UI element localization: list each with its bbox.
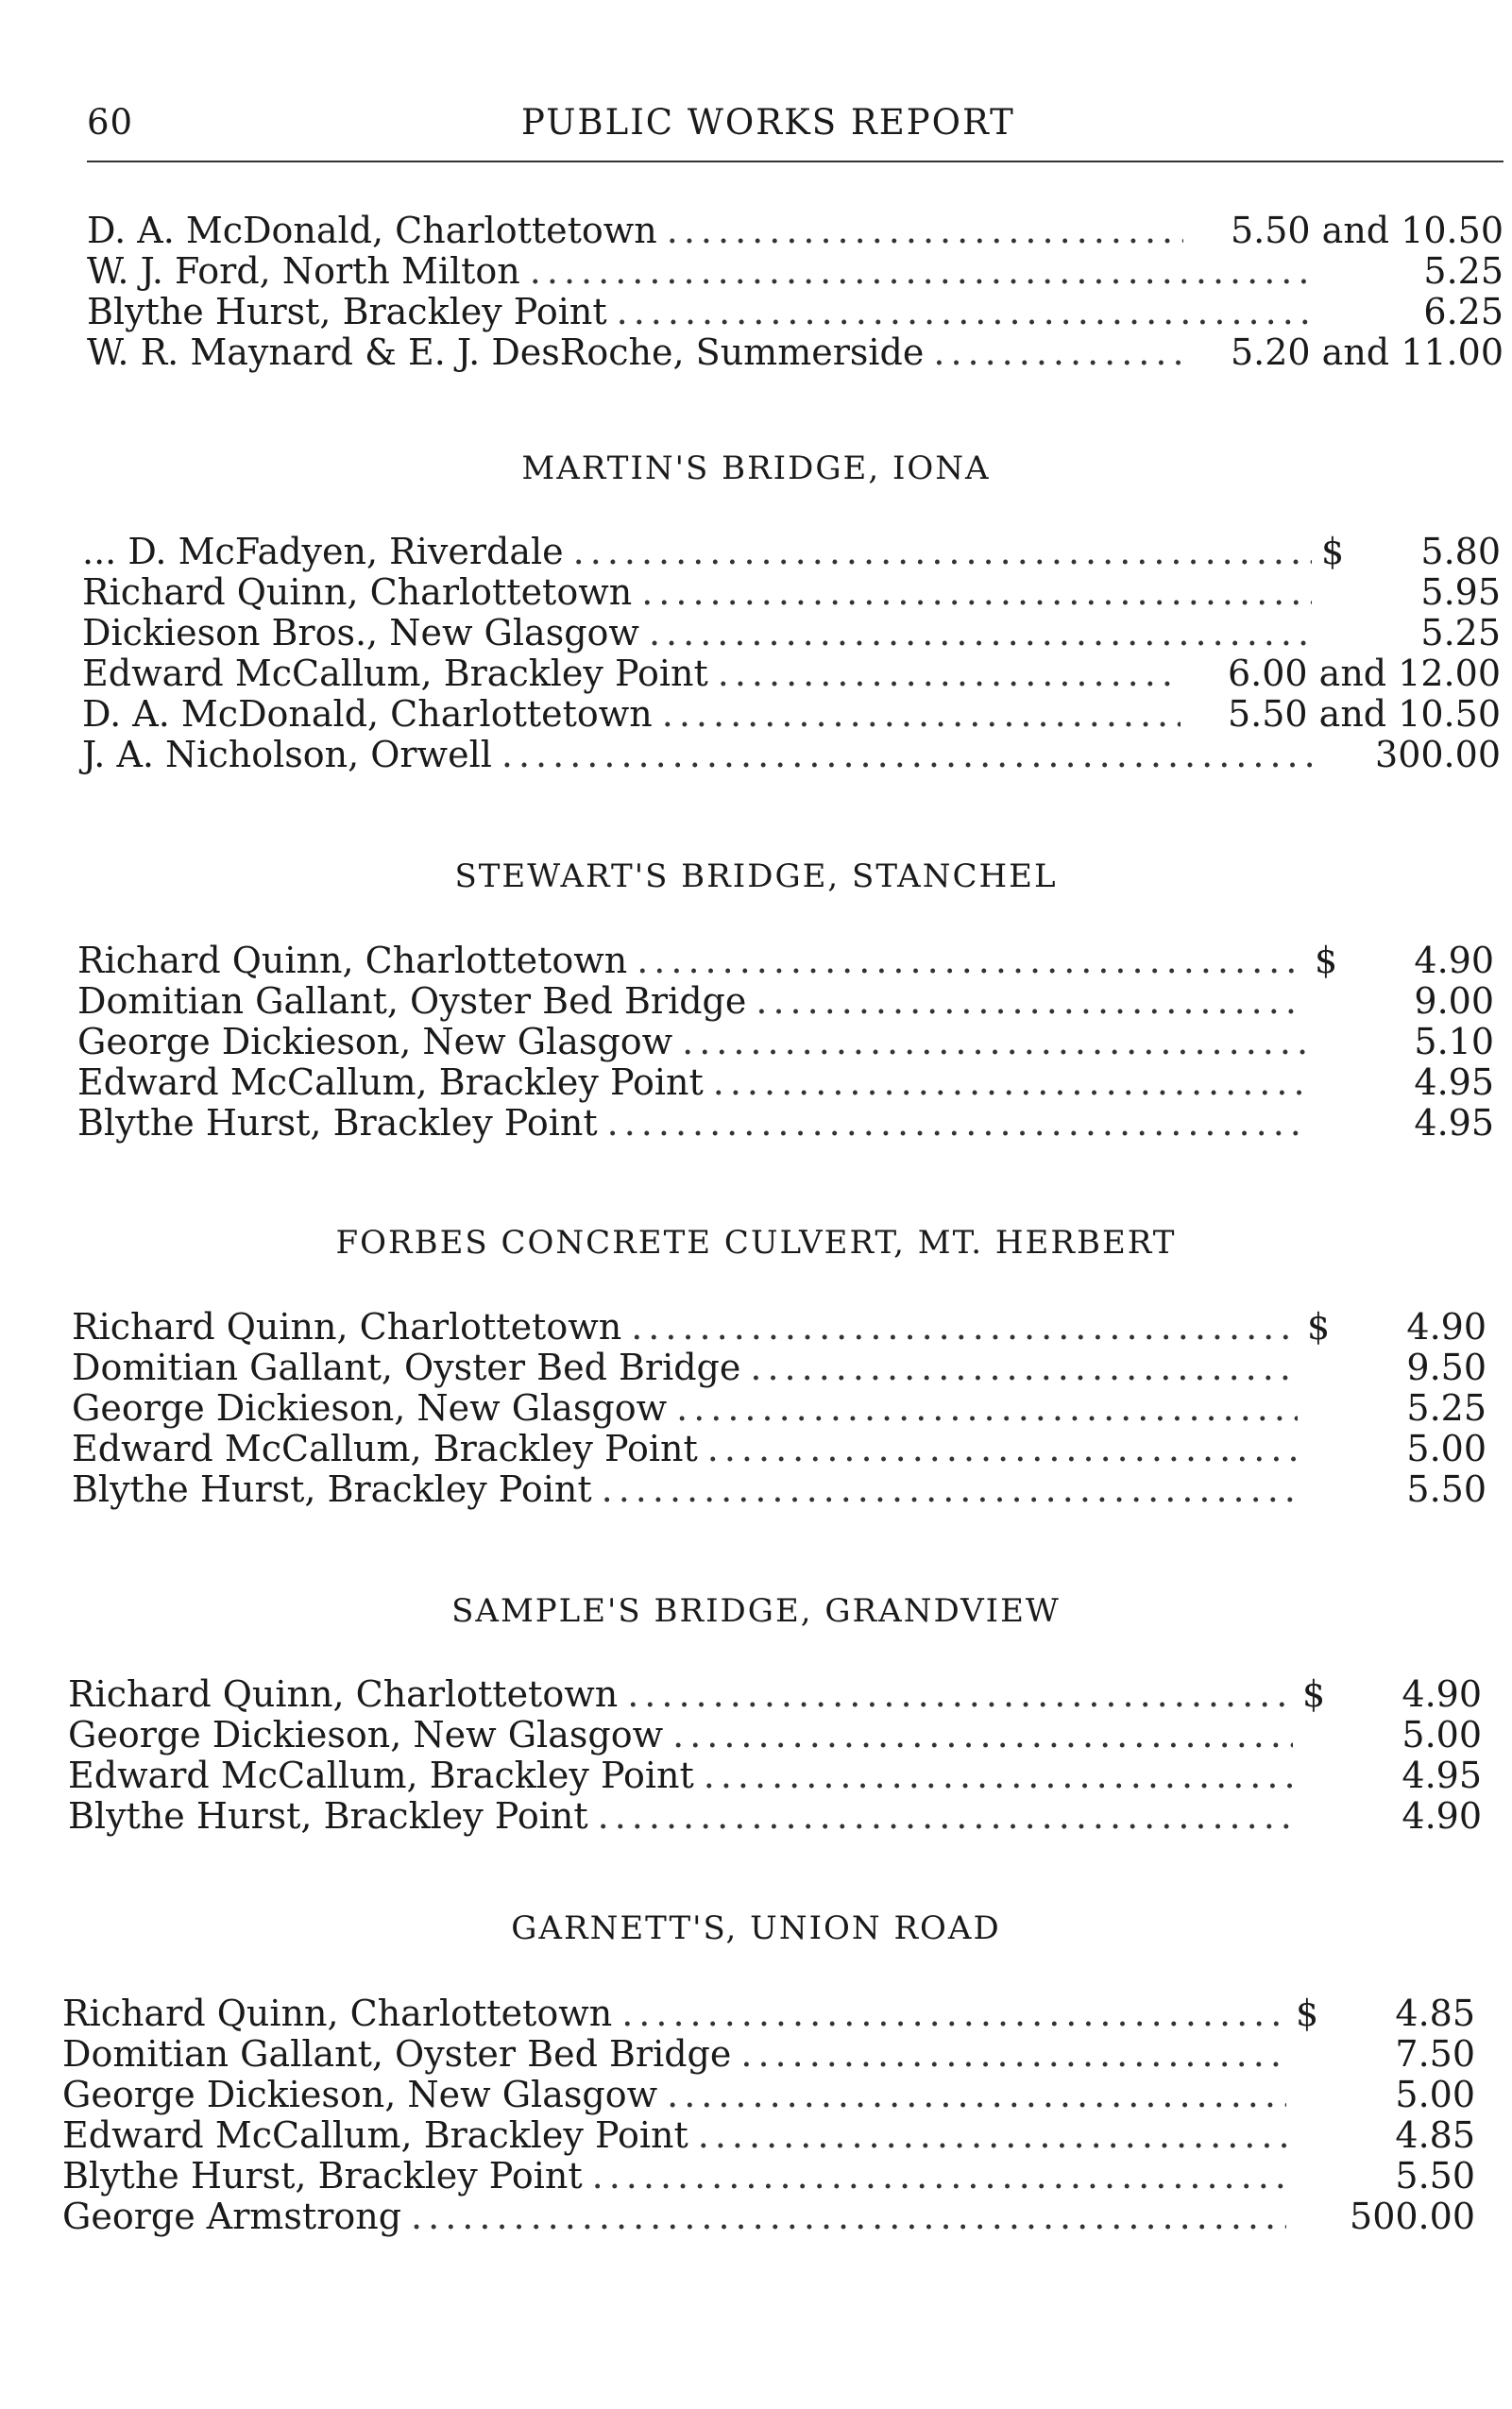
- section-title: MARTIN'S BRIDGE, IONA: [521, 450, 991, 487]
- leader-dots: [707, 1428, 1298, 1469]
- leader-dots: [641, 571, 1312, 613]
- list-item: [82, 653, 1501, 693]
- entry-amount: 5.20 and 11.00: [1230, 331, 1504, 373]
- entry-label: Blythe Hurst, Brackley Point: [72, 1468, 592, 1510]
- entry-amount: 7.50: [1395, 2033, 1475, 2075]
- entry-label: Edward McCallum, Brackley Point: [72, 1428, 698, 1469]
- list-item: [62, 2114, 1475, 2155]
- leader-dots: [530, 250, 1315, 292]
- entry-label: Blythe Hurst, Brackley Point: [87, 291, 607, 332]
- entry-label: Edward McCallum, Brackley Point: [68, 1755, 694, 1796]
- entry-label: Blythe Hurst, Brackley Point: [77, 1102, 598, 1144]
- header-rule: [87, 161, 1504, 162]
- entry-label: Blythe Hurst, Brackley Point: [68, 1795, 588, 1837]
- entry-amount: 4.95: [1414, 1102, 1494, 1144]
- section-entries: [77, 940, 1494, 1143]
- list-item: [77, 1102, 1494, 1143]
- entry-amount: 4.95: [1402, 1755, 1482, 1796]
- entry-amount: 5.25: [1420, 612, 1501, 653]
- entry-amount: 9.50: [1406, 1347, 1487, 1388]
- page-header: [87, 102, 1504, 155]
- entry-label: J. A. Nicholson, Orwell: [82, 734, 492, 775]
- leader-dots: [411, 2196, 1286, 2237]
- entry-amount: 5.95: [1420, 571, 1501, 613]
- entry-label: Richard Quinn, Charlottetown: [77, 940, 628, 981]
- entry-label: George Dickieson, New Glasgow: [68, 1714, 664, 1756]
- entry-label: Edward McCallum, Brackley Point: [82, 653, 708, 694]
- leader-dots: [573, 531, 1312, 572]
- entry-amount: 5.00: [1402, 1714, 1482, 1756]
- entry-label: George Dickieson, New Glasgow: [72, 1387, 668, 1429]
- entry-amount: 9.00: [1414, 980, 1494, 1022]
- leader-dots: [682, 1021, 1305, 1062]
- dollar-sign: $: [1315, 940, 1338, 981]
- entry-label: W. R. Maynard & E. J. DesRoche, Summerside: [87, 331, 925, 373]
- list-item: [77, 1061, 1494, 1102]
- list-item: [87, 291, 1504, 331]
- entry-label: Richard Quinn, Charlottetown: [68, 1673, 619, 1715]
- entry-amount: 5.25: [1423, 250, 1504, 292]
- entry-amount: 5.50: [1395, 2155, 1475, 2197]
- continued-entries: [87, 210, 1504, 372]
- list-item: [62, 1993, 1475, 2033]
- section-title: STEWART'S BRIDGE, STANCHEL: [454, 857, 1058, 895]
- leader-dots: [607, 1102, 1305, 1144]
- leader-dots: [501, 734, 1312, 775]
- entry-label: Blythe Hurst, Brackley Point: [62, 2155, 583, 2197]
- leader-dots: [637, 940, 1305, 981]
- leader-dots: [713, 1061, 1305, 1103]
- entry-label: Edward McCallum, Brackley Point: [62, 2114, 688, 2156]
- leader-dots: [667, 2074, 1286, 2115]
- report-title: PUBLIC WORKS REPORT: [521, 102, 1015, 143]
- leader-dots: [649, 612, 1312, 653]
- entry-amount: 4.90: [1402, 1795, 1482, 1837]
- list-item: [82, 571, 1501, 612]
- leader-dots: [617, 291, 1315, 332]
- dollar-sign: $: [1296, 1993, 1319, 2034]
- section-entries: [62, 1993, 1475, 2236]
- entry-label: George Dickieson, New Glasgow: [62, 2074, 658, 2115]
- list-item: [72, 1347, 1487, 1387]
- entry-amount: 500.00: [1350, 2196, 1475, 2237]
- entry-label: Richard Quinn, Charlottetown: [82, 571, 633, 613]
- leader-dots: [740, 2033, 1286, 2075]
- entry-amount: 6.00 and 12.00: [1227, 653, 1501, 694]
- leader-dots: [667, 210, 1183, 251]
- leader-dots: [672, 1714, 1293, 1756]
- entry-amount: 4.95: [1414, 1061, 1494, 1103]
- leader-dots: [592, 2155, 1286, 2197]
- list-item: [82, 612, 1501, 653]
- entry-label: Dickieson Bros., New Glasgow: [82, 612, 639, 653]
- dollar-sign: $: [1307, 1306, 1331, 1348]
- list-item: [72, 1428, 1487, 1468]
- section-title: FORBES CONCRETE CULVERT, MT. HERBERT: [335, 1224, 1177, 1262]
- entry-label: Richard Quinn, Charlottetown: [72, 1306, 622, 1348]
- dollar-sign: $: [1302, 1673, 1326, 1715]
- entry-amount: 5.50 and 10.50: [1230, 210, 1504, 251]
- list-item: [82, 531, 1501, 571]
- leader-dots: [704, 1755, 1293, 1796]
- list-item: [62, 2196, 1475, 2236]
- entry-amount: 6.25: [1423, 291, 1504, 332]
- entry-label: ... D. McFadyen, Riverdale: [82, 531, 564, 572]
- list-item: [62, 2155, 1475, 2196]
- entry-label: Edward McCallum, Brackley Point: [77, 1061, 704, 1103]
- leader-dots: [631, 1306, 1298, 1348]
- leader-dots: [676, 1387, 1298, 1429]
- leader-dots: [933, 331, 1183, 373]
- entry-amount: 5.00: [1406, 1428, 1487, 1469]
- list-item: [82, 734, 1501, 774]
- list-item: [68, 1673, 1482, 1714]
- section-title: SAMPLE'S BRIDGE, GRANDVIEW: [451, 1592, 1061, 1630]
- entry-label: George Armstrong: [62, 2196, 402, 2237]
- entry-amount: 300.00: [1375, 734, 1501, 775]
- list-item: [62, 2074, 1475, 2114]
- list-item: [87, 331, 1504, 372]
- entry-amount: 4.85: [1395, 2114, 1475, 2156]
- entry-amount: 5.25: [1406, 1387, 1487, 1429]
- leader-dots: [662, 693, 1181, 735]
- list-item: [72, 1387, 1487, 1428]
- list-item: [77, 980, 1494, 1021]
- leader-dots: [602, 1468, 1298, 1510]
- leader-dots: [750, 1347, 1298, 1388]
- entry-amount: 4.90: [1402, 1673, 1482, 1715]
- entry-label: George Dickieson, New Glasgow: [77, 1021, 673, 1062]
- list-item: [72, 1468, 1487, 1509]
- list-item: [72, 1306, 1487, 1347]
- section-entries: [72, 1306, 1487, 1509]
- entry-amount: 5.00: [1395, 2074, 1475, 2115]
- list-item: [82, 693, 1501, 734]
- entry-label: W. J. Ford, North Milton: [87, 250, 520, 292]
- entry-label: Domitian Gallant, Oyster Bed Bridge: [72, 1347, 741, 1388]
- section-entries: [68, 1673, 1482, 1836]
- entry-amount: 5.50: [1406, 1468, 1487, 1510]
- entry-amount: 5.10: [1414, 1021, 1494, 1062]
- entry-amount: 4.90: [1406, 1306, 1487, 1348]
- list-item: [62, 2033, 1475, 2074]
- entry-label: Domitian Gallant, Oyster Bed Bridge: [62, 2033, 732, 2075]
- dollar-sign: $: [1321, 531, 1345, 572]
- section-entries: [82, 531, 1501, 774]
- leader-dots: [756, 980, 1305, 1022]
- entry-label: Richard Quinn, Charlottetown: [62, 1993, 613, 2034]
- entry-label: D. A. McDonald, Charlottetown: [82, 693, 653, 735]
- list-item: [87, 210, 1504, 250]
- list-item: [77, 1021, 1494, 1061]
- list-item: [68, 1714, 1482, 1755]
- entry-label: Domitian Gallant, Oyster Bed Bridge: [77, 980, 747, 1022]
- leader-dots: [598, 1795, 1293, 1837]
- list-item: [68, 1755, 1482, 1795]
- leader-dots: [718, 653, 1181, 694]
- entry-amount: 4.85: [1395, 1993, 1475, 2034]
- list-item: [87, 250, 1504, 291]
- entry-label: D. A. McDonald, Charlottetown: [87, 210, 657, 251]
- entry-amount: 5.80: [1420, 531, 1501, 572]
- section-title: GARNETT'S, UNION ROAD: [511, 1909, 1001, 1947]
- leader-dots: [698, 2114, 1286, 2156]
- leader-dots: [621, 1993, 1286, 2034]
- leader-dots: [627, 1673, 1293, 1715]
- list-item: [68, 1795, 1482, 1836]
- page-number: 60: [87, 102, 134, 143]
- list-item: [77, 940, 1494, 980]
- entry-amount: 4.90: [1414, 940, 1494, 981]
- entry-amount: 5.50 and 10.50: [1227, 693, 1501, 735]
